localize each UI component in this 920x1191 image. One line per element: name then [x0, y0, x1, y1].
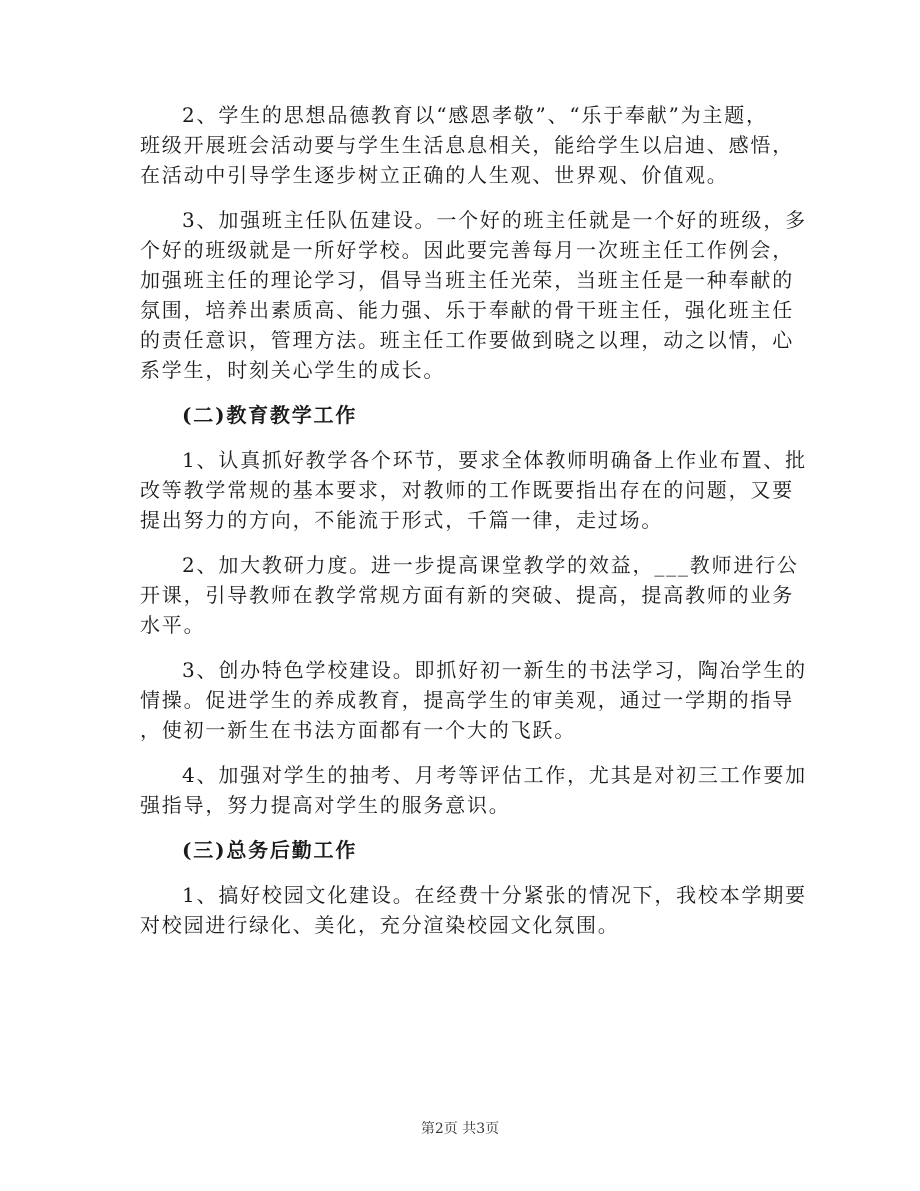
paragraph-line: 氛围，培养出素质高、能力强、乐于奉献的骨干班主任，强化班主任 [140, 298, 794, 322]
page-footer: 第2页 共3页 [420, 1121, 500, 1137]
paragraph-line: 2、学生的思想品德教育以“感恩孝敬”、“乐于奉献”为主题， [182, 103, 768, 127]
paragraph-line: 班级开展班会活动要与学生生活息息相关，能给学生以启迪、感悟， [140, 133, 794, 157]
paragraph-line: 2、加大教研力度。进一步提高课堂教学的效益，___教师进行公 [182, 553, 799, 577]
paragraph-line: 系学生，时刻关心学生的成长。 [140, 358, 446, 382]
paragraph-line: 在活动中引导学生逐步树立正确的人生观、世界观、价值观。 [140, 163, 729, 187]
paragraph-line: ，使初一新生在书法方面都有一个大的飞跃。 [140, 718, 576, 742]
paragraph-line: 加强班主任的理论学习，倡导当班主任光荣，当班主任是一种奉献的 [140, 268, 794, 292]
paragraph-line: 3、创办特色学校建设。即抓好初一新生的书法学习，陶冶学生的 [182, 658, 807, 682]
paragraph-line: 开课，引导教师在教学常规方面有新的突破、提高，提高教师的业务 [140, 583, 794, 607]
paragraph-line: 1、认真抓好教学各个环节，要求全体教师明确备上作业布置、批 [182, 448, 807, 472]
paragraph-line: 4、加强对学生的抽考、月考等评估工作，尤其是对初三工作要加 [182, 763, 807, 787]
paragraph-line: 1、搞好校园文化建设。在经费十分紧张的情况下，我校本学期要 [182, 883, 807, 907]
paragraph-line: 的责任意识，管理方法。班主任工作要做到晓之以理，动之以情，心 [140, 328, 794, 352]
paragraph-line: 对校园进行绿化、美化，充分渲染校园文化氛围。 [140, 913, 620, 937]
paragraph-line: 水平。 [140, 613, 206, 637]
section-heading: (三)总务后勤工作 [182, 838, 358, 862]
paragraph-line: 改等教学常规的基本要求，对教师的工作既要指出存在的问题，又要 [140, 478, 794, 502]
paragraph-line: 情操。促进学生的养成教育，提高学生的审美观，通过一学期的指导 [140, 688, 794, 712]
paragraph-line: 3、加强班主任队伍建设。一个好的班主任就是一个好的班级，多 [182, 208, 807, 232]
document-body [140, 100, 807, 940]
paragraph-line: 个好的班级就是一所好学校。因此要完善每月一次班主任工作例会， [140, 238, 794, 262]
paragraph-line: 提出努力的方向，不能流于形式，千篇一律，走过场。 [140, 508, 664, 532]
paragraph-line: 强指导，努力提高对学生的服务意识。 [140, 793, 511, 817]
section-heading: (二)教育教学工作 [182, 403, 358, 427]
